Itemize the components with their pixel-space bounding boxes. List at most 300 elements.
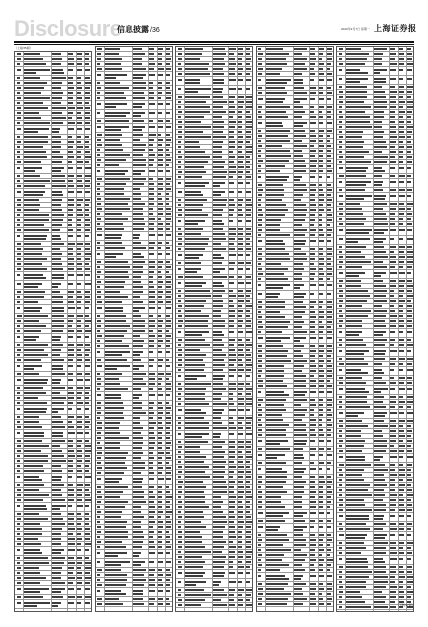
table-cell-text xyxy=(319,92,323,94)
table-cell-text xyxy=(105,159,126,161)
table-cell-text xyxy=(229,191,234,193)
table-cell-text xyxy=(229,427,236,429)
table-cell-text xyxy=(374,542,388,544)
table-cell-text xyxy=(374,581,388,583)
table-cell-text xyxy=(266,462,286,464)
table-cell-text xyxy=(68,397,74,399)
table-cell-text xyxy=(407,285,413,287)
table-cell-text xyxy=(346,63,365,65)
table-cell-text xyxy=(24,567,39,569)
table-cell-text xyxy=(374,388,388,390)
table-cell-text xyxy=(310,155,315,157)
table-cell-text xyxy=(407,131,412,133)
table-cell-text xyxy=(77,336,81,338)
table-cell-text xyxy=(246,325,251,327)
table-cell-text xyxy=(17,602,22,604)
table-cell-text xyxy=(229,290,233,292)
table-cell-text xyxy=(213,491,227,493)
table-cell-text xyxy=(374,479,385,481)
page-number: /36 xyxy=(150,27,160,34)
table-cell-text xyxy=(374,181,383,183)
table-cell-text xyxy=(310,598,316,600)
table-cell-text xyxy=(399,315,403,317)
table-cell-text xyxy=(77,523,81,525)
table-cell-text xyxy=(407,369,413,371)
table-cell-text xyxy=(346,48,361,50)
table-cell-text xyxy=(339,489,343,491)
table-cell-text xyxy=(185,48,203,50)
table-cell-text xyxy=(149,417,153,419)
table-cell-text xyxy=(24,582,40,584)
table-cell-text xyxy=(24,577,46,579)
table-cell-text xyxy=(178,486,183,488)
table-cell-text xyxy=(407,213,412,215)
table-cell-text xyxy=(213,276,227,278)
table-cell-text xyxy=(149,296,155,298)
table-cell-text xyxy=(310,301,316,303)
table-cell-text xyxy=(97,53,101,55)
table-cell-text xyxy=(105,422,120,424)
table-cell-text xyxy=(374,272,386,274)
table-cell-text xyxy=(310,526,314,528)
table-cell-text xyxy=(266,150,291,152)
table-cell-text xyxy=(374,509,386,511)
table-cell-text xyxy=(213,486,227,488)
table-cell-text xyxy=(17,596,21,598)
table-cell-text xyxy=(374,464,385,466)
table-cell-text xyxy=(68,402,73,404)
table-cell-text xyxy=(17,359,21,361)
table-cell-text xyxy=(17,499,21,501)
table-cell-text xyxy=(133,164,147,166)
table-cell-text xyxy=(178,262,181,264)
table-cell-text xyxy=(310,214,316,216)
table-cell-text xyxy=(17,455,21,457)
table-cell-text xyxy=(310,73,315,75)
table-cell-text xyxy=(52,572,61,574)
table-cell-text xyxy=(346,295,370,297)
table-cell-text xyxy=(68,528,75,530)
table-cell-text xyxy=(258,278,261,280)
table-cell-text xyxy=(390,218,395,220)
table-cell-text xyxy=(185,422,209,424)
table-cell-text xyxy=(185,185,205,187)
table-cell-text xyxy=(158,112,163,114)
table-cell-text xyxy=(294,326,303,328)
table-cell-text xyxy=(374,415,385,417)
table-cell-text xyxy=(246,572,250,574)
table-cell-text xyxy=(319,53,323,55)
table-cell-text xyxy=(266,365,284,367)
table-cell-text xyxy=(327,414,332,416)
table-cell-text xyxy=(52,204,61,206)
table-cell-text xyxy=(310,424,316,426)
table-cell-text xyxy=(166,402,170,404)
table-cell-text xyxy=(178,315,182,317)
table-cell-text xyxy=(238,422,242,424)
table-cell-text xyxy=(213,375,225,377)
table-cell-text xyxy=(327,219,332,221)
table-cell-text xyxy=(24,146,43,148)
table-cell-text xyxy=(238,101,244,103)
table-cell-text xyxy=(266,409,287,411)
table-cell-text xyxy=(266,549,291,551)
table-cell-text xyxy=(185,471,205,473)
table-cell-text xyxy=(52,513,61,515)
table-cell-text xyxy=(266,273,284,275)
table-cell-text xyxy=(238,199,243,201)
table-cell-text xyxy=(166,579,171,581)
table-cell-text xyxy=(258,434,262,436)
table-cell-text xyxy=(133,87,147,89)
table-cell-text xyxy=(178,320,183,322)
table-cell-text xyxy=(68,219,72,221)
table-cell-text xyxy=(185,496,205,498)
table-cell-text xyxy=(77,543,81,545)
table-cell-text xyxy=(105,129,122,131)
table-cell-text xyxy=(24,77,40,79)
table-cell-text xyxy=(229,369,236,371)
table-cell-text xyxy=(266,316,286,318)
table-cell-text xyxy=(185,243,208,245)
table-cell-text xyxy=(158,82,162,84)
table-cell-text xyxy=(85,572,90,574)
table-cell-text xyxy=(266,491,288,493)
table-row xyxy=(176,180,252,189)
table-cell-text xyxy=(258,486,261,488)
table-cell-text xyxy=(327,301,333,303)
table-cell-text xyxy=(294,583,307,585)
table-cell-text xyxy=(158,103,164,105)
table-cell-text xyxy=(68,325,72,327)
table-cell-text xyxy=(339,116,343,118)
table-cell-text xyxy=(52,161,62,163)
table-cell-text xyxy=(68,533,73,535)
table-cell-text xyxy=(97,223,100,225)
table-cell-text xyxy=(185,141,199,143)
table-cell-text xyxy=(399,290,404,292)
table-cell-text xyxy=(327,253,332,255)
table-cell-text xyxy=(339,494,342,496)
table-cell-text xyxy=(399,266,403,268)
table-cell-text xyxy=(294,87,305,89)
table-cell-text xyxy=(213,151,222,153)
table-cell-text xyxy=(258,424,262,426)
table-cell-text xyxy=(68,349,74,351)
table-cell-text xyxy=(399,581,403,583)
table-cell-text xyxy=(339,111,342,113)
table-cell-text xyxy=(294,443,306,445)
table-cell-text xyxy=(266,496,281,498)
table-cell-text xyxy=(294,569,306,571)
table-cell-text xyxy=(97,345,100,347)
table-cell-text xyxy=(133,564,141,566)
table-cell-text xyxy=(68,455,75,457)
table-cell-text xyxy=(52,392,60,394)
table-column-3 xyxy=(175,46,253,612)
table-cell-text xyxy=(166,271,170,273)
table-cell-text xyxy=(399,151,403,153)
table-cell-text xyxy=(374,208,383,210)
table-cell-text xyxy=(158,330,162,332)
table-cell-text xyxy=(229,526,235,528)
table-cell-text xyxy=(133,271,144,273)
table-cell-text xyxy=(310,293,315,295)
table-cell-text xyxy=(166,373,171,375)
table-cell-text xyxy=(149,154,155,156)
table-cell-text xyxy=(17,146,20,148)
table-cell-text xyxy=(238,79,243,81)
table-cell-text xyxy=(258,135,262,137)
table-cell-text xyxy=(17,112,21,114)
table-cell-text xyxy=(374,474,384,476)
table-cell-text xyxy=(149,598,156,600)
table-cell-text xyxy=(266,454,286,456)
table-cell-text xyxy=(133,345,143,347)
table-cell-text xyxy=(339,131,343,133)
table-cell-text xyxy=(238,506,243,508)
table-cell-text xyxy=(178,364,183,366)
table-cell-text xyxy=(327,506,331,508)
table-cell-text xyxy=(213,496,221,498)
table-cell-text xyxy=(178,491,182,493)
table-cell-text xyxy=(229,536,236,538)
table-cell-text xyxy=(294,429,306,431)
table-cell-text xyxy=(319,122,323,124)
table-cell-text xyxy=(390,363,395,365)
table-cell-text xyxy=(374,275,381,277)
table-cell-text xyxy=(258,268,262,270)
table-cell-text xyxy=(133,437,143,439)
table-cell-text xyxy=(339,151,342,153)
table-cell-text xyxy=(346,576,369,578)
table-cell-text xyxy=(185,334,202,336)
table-cell-text xyxy=(294,603,303,605)
table-cell-text xyxy=(24,336,39,338)
table-cell-text xyxy=(319,48,324,50)
table-cell-text xyxy=(77,489,82,491)
table-cell-text xyxy=(266,92,288,94)
table-cell-text xyxy=(229,305,234,307)
table-cell-text xyxy=(149,87,153,89)
table-cell-text xyxy=(246,53,250,55)
table-cell-text xyxy=(294,194,303,196)
table-cell-text xyxy=(158,598,164,600)
table-cell-text xyxy=(105,115,127,117)
table-cell-text xyxy=(133,183,144,185)
table-cell-text xyxy=(294,496,302,498)
table-cell-text xyxy=(17,156,20,158)
table-cell-text xyxy=(105,467,128,469)
table-cell-text xyxy=(390,315,397,317)
table-cell-text xyxy=(399,63,404,65)
table-cell-text xyxy=(390,167,395,169)
table-cell-text xyxy=(52,432,63,434)
table-cell-text xyxy=(346,420,362,422)
table-cell-text xyxy=(213,63,225,65)
table-cell-text xyxy=(185,262,201,264)
table-cell-text xyxy=(294,301,303,303)
table-row xyxy=(337,454,413,463)
table-cell-text xyxy=(178,566,183,568)
table-cell-text xyxy=(327,311,333,313)
table-cell-text xyxy=(166,291,171,293)
table-cell-text xyxy=(407,63,413,65)
table-cell-text xyxy=(133,261,145,263)
table-cell-text xyxy=(399,445,405,447)
table-cell-text xyxy=(166,584,170,586)
table-cell-text xyxy=(339,479,343,481)
table-cell-text xyxy=(68,567,74,569)
table-cell-text xyxy=(97,590,100,592)
table-cell-text xyxy=(77,494,82,496)
table-cell-text xyxy=(339,412,344,414)
table-cell-text xyxy=(24,235,47,237)
table-cell-text xyxy=(407,344,413,346)
table-cell-text xyxy=(294,575,304,577)
table-cell-text xyxy=(346,344,366,346)
table-cell-text xyxy=(178,220,181,222)
table-cell-text xyxy=(258,224,262,226)
table-cell-text xyxy=(399,161,403,163)
table-cell-text xyxy=(294,287,300,289)
table-cell-text xyxy=(158,58,162,60)
table-cell-text xyxy=(266,253,290,255)
table-cell-text xyxy=(399,489,404,491)
table-cell-text xyxy=(105,320,127,322)
table-cell-text xyxy=(294,101,301,103)
table-cell-text xyxy=(17,167,20,169)
table-cell-text xyxy=(68,274,74,276)
table-cell-text xyxy=(390,111,395,113)
table-cell-text xyxy=(158,511,163,513)
table-cell-text xyxy=(390,91,397,93)
table-cell-text xyxy=(213,257,224,259)
table-cell-text xyxy=(158,501,163,503)
table-cell-text xyxy=(97,388,100,390)
table-cell-text xyxy=(346,161,371,163)
table-cell-text xyxy=(105,447,121,449)
table-cell-text xyxy=(97,457,101,459)
table-cell-text xyxy=(213,378,223,380)
table-cell-text xyxy=(294,258,307,260)
table-cell-text xyxy=(158,120,163,122)
table-cell-text xyxy=(339,469,343,471)
table-cell-text xyxy=(68,489,74,491)
table-column-1 xyxy=(14,46,92,612)
table-cell-text xyxy=(185,521,201,523)
table-cell-text xyxy=(77,344,83,346)
table-cell-text xyxy=(149,320,155,322)
table-cell-text xyxy=(339,547,342,549)
table-cell-text xyxy=(185,536,202,538)
table-cell-text xyxy=(24,339,36,341)
table-row xyxy=(337,227,413,236)
table-row xyxy=(15,67,91,76)
table-cell-text xyxy=(258,273,263,275)
table-cell-text xyxy=(407,440,412,442)
table-cell-text xyxy=(319,234,324,236)
table-cell-text xyxy=(213,546,224,548)
table-cell-text xyxy=(327,145,331,147)
table-cell-text xyxy=(178,171,183,173)
table-cell-text xyxy=(24,82,47,84)
table-cell-text xyxy=(178,398,181,400)
table-cell-text xyxy=(246,349,250,351)
table-cell-text xyxy=(24,191,45,193)
table-cell-text xyxy=(374,295,386,297)
table-cell-text xyxy=(246,344,252,346)
table-cell-text xyxy=(105,237,122,239)
table-cell-text xyxy=(346,339,363,341)
table-cell-text xyxy=(294,419,302,421)
table-cell-text xyxy=(77,476,82,478)
table-cell-text xyxy=(266,214,285,216)
table-cell-text xyxy=(238,310,243,312)
table-cell-text xyxy=(166,378,170,380)
table-cell-text xyxy=(97,144,102,146)
table-cell-text xyxy=(185,214,208,216)
table-cell-text xyxy=(149,213,154,215)
table-cell-text xyxy=(319,63,325,65)
table-cell-text xyxy=(133,301,144,303)
table-cell-text xyxy=(399,339,404,341)
table-cell-text xyxy=(158,536,162,538)
table-cell-text xyxy=(85,141,89,143)
table-cell-text xyxy=(68,87,74,89)
table-row xyxy=(96,349,172,358)
table-cell-text xyxy=(52,336,61,338)
table-cell-text xyxy=(52,63,61,65)
table-cell-text xyxy=(229,433,234,435)
table-cell-text xyxy=(185,290,210,292)
table-cell-text xyxy=(158,203,164,205)
table-cell-text xyxy=(17,253,22,255)
table-cell-text xyxy=(390,136,397,138)
table-cell-text xyxy=(85,567,91,569)
table-cell-text xyxy=(52,330,63,332)
table-cell-text xyxy=(339,218,343,220)
table-cell-text xyxy=(294,506,303,508)
table-cell-text xyxy=(97,120,101,122)
table-cell-text xyxy=(149,170,156,172)
table-cell-text xyxy=(185,427,209,429)
table-cell-text xyxy=(158,335,162,337)
table-cell-text xyxy=(178,161,182,163)
table-cell-text xyxy=(319,520,323,522)
table-cell-text xyxy=(327,370,333,372)
table-cell-text xyxy=(158,574,164,576)
table-cell-text xyxy=(52,219,63,221)
table-cell-text xyxy=(407,146,412,148)
table-cell-text xyxy=(346,504,365,506)
table-cell-text xyxy=(213,233,225,235)
table-cell-text xyxy=(246,310,250,312)
table-cell-text xyxy=(374,300,387,302)
table-cell-text xyxy=(266,130,291,132)
table-cell-text xyxy=(185,191,201,193)
table-cell-text xyxy=(68,136,72,138)
table-cell-text xyxy=(266,209,288,211)
table-cell-text xyxy=(310,337,316,339)
table-cell-text xyxy=(24,253,42,255)
table-cell-text xyxy=(17,58,21,60)
table-cell-text xyxy=(178,136,182,138)
table-cell-text xyxy=(77,349,81,351)
table-row xyxy=(176,373,252,382)
table-cell-text xyxy=(374,591,382,593)
table-cell-text xyxy=(17,344,21,346)
